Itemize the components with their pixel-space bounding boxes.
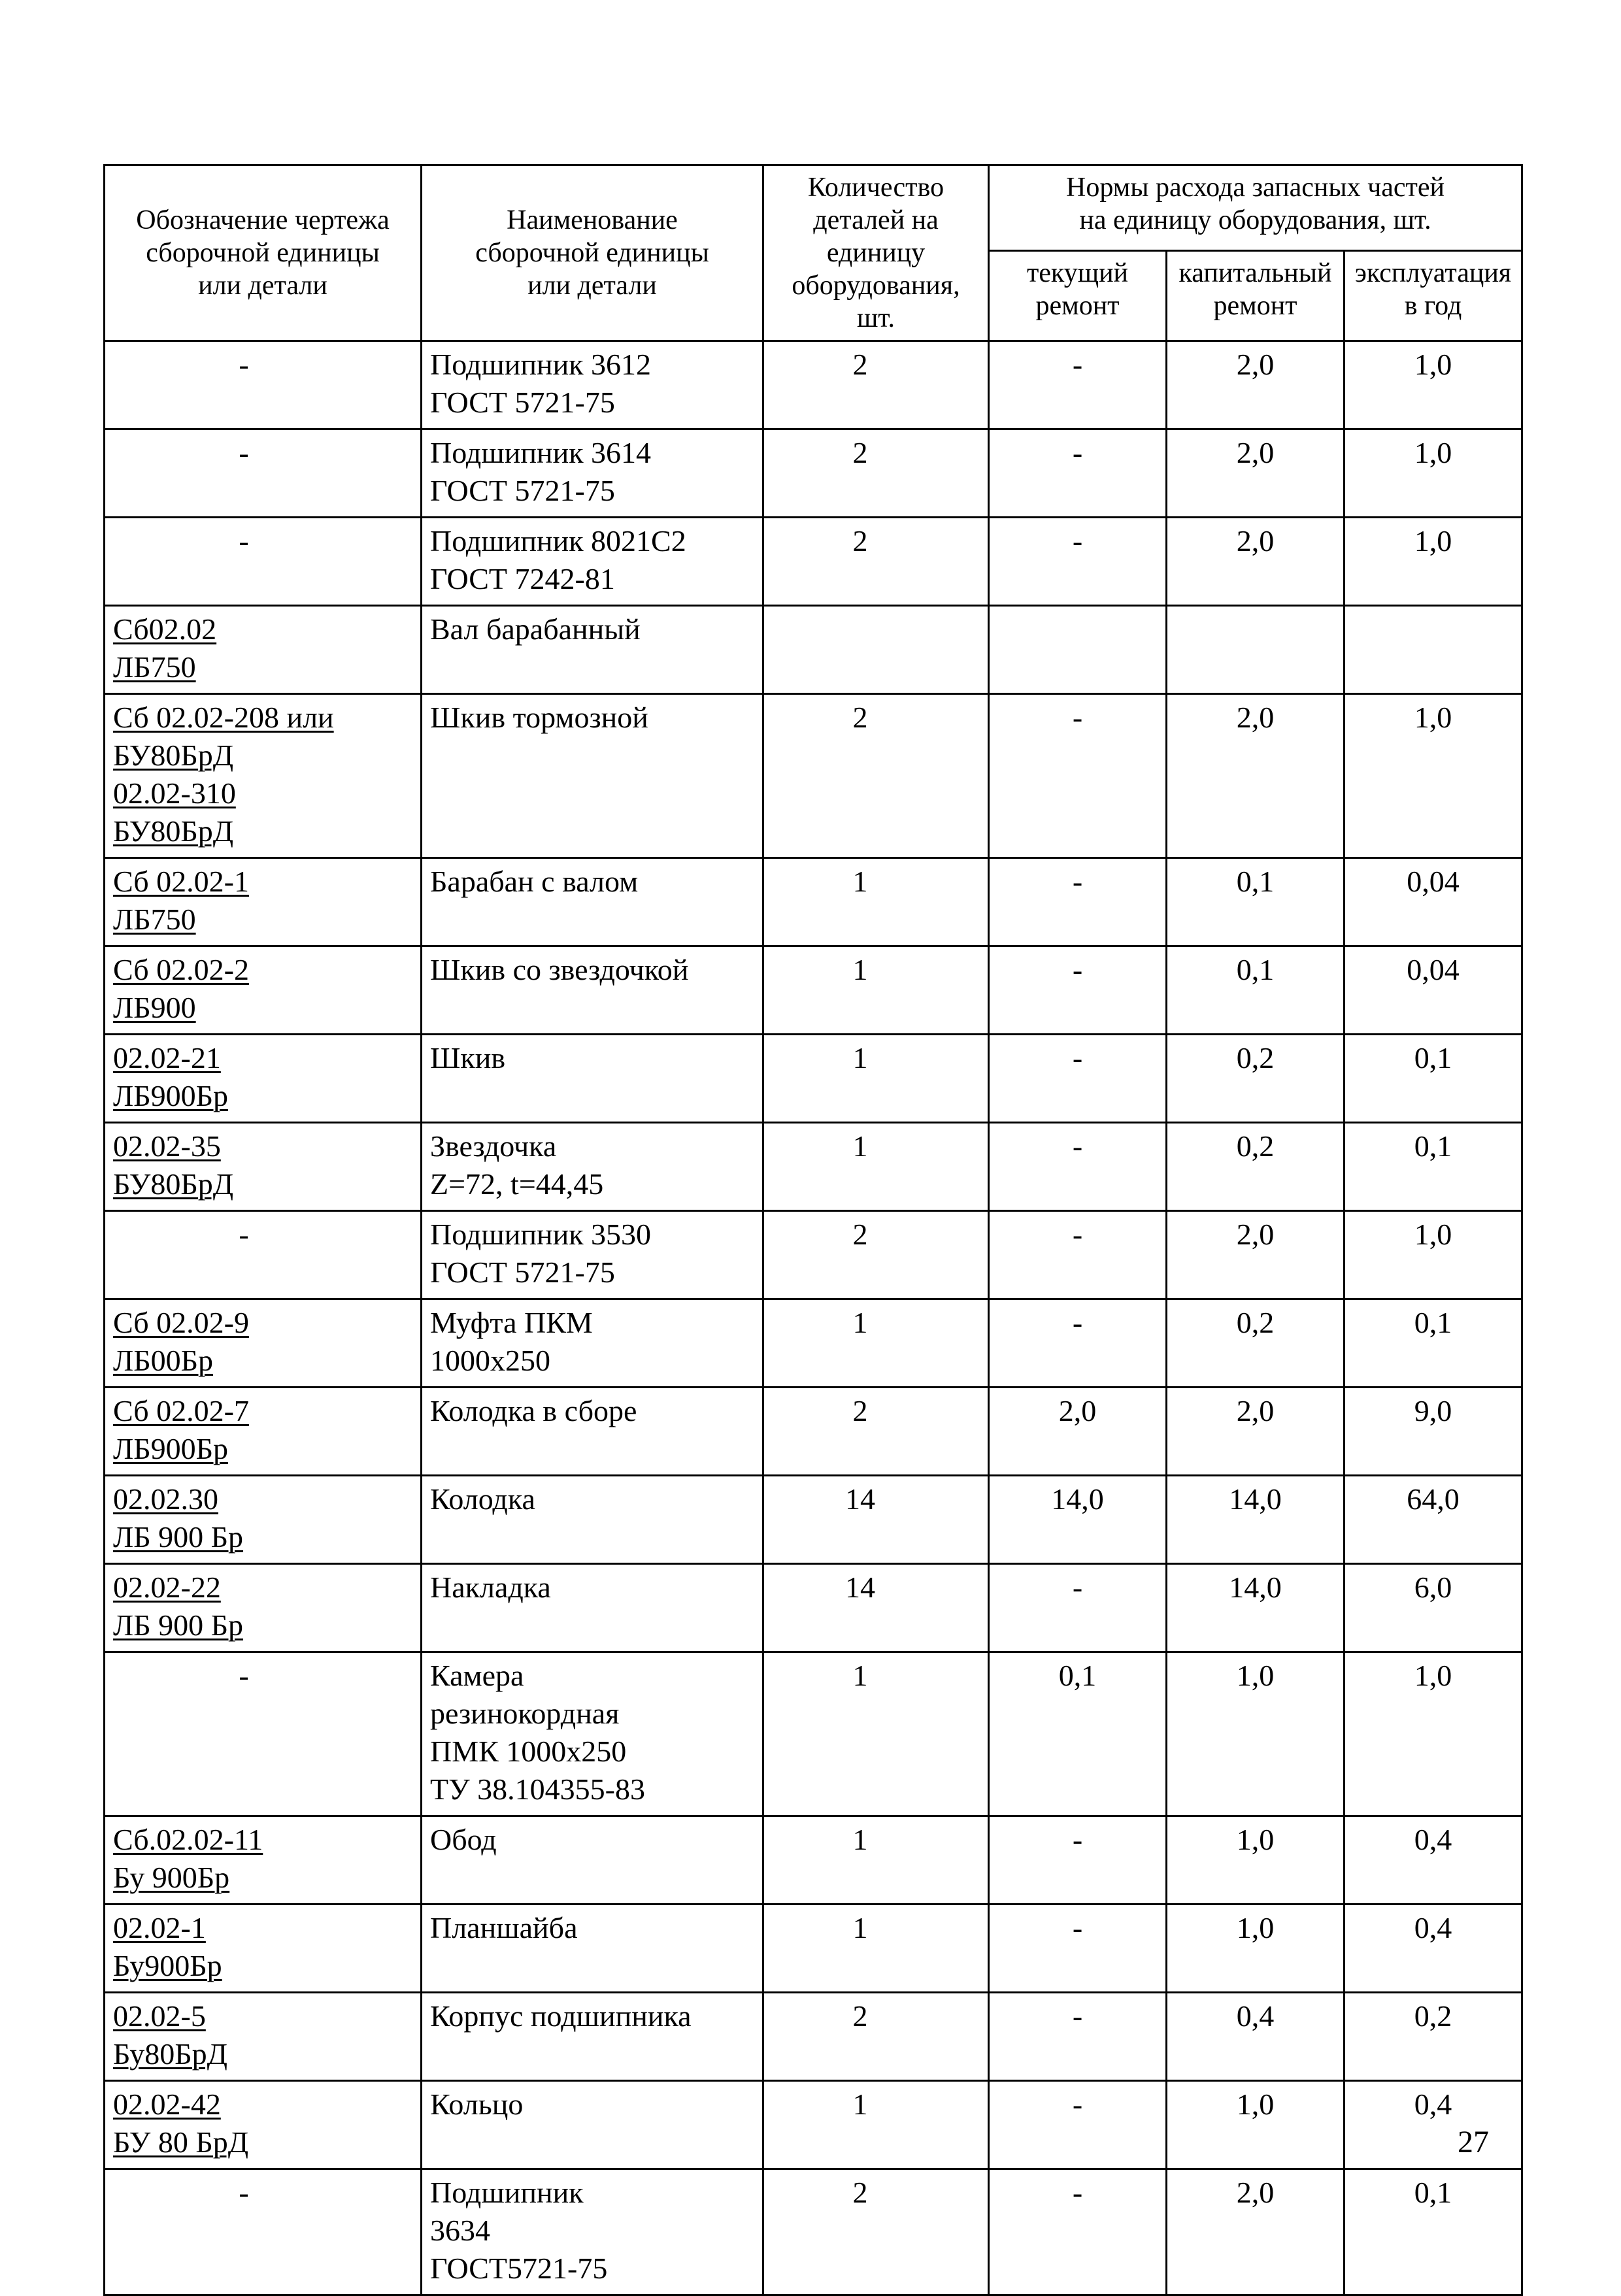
capital-repair-cell: 1,0 [1167, 2081, 1345, 2169]
item-name: Барабан с валом [430, 865, 639, 898]
drawing-code: Бу900Бр [113, 1949, 222, 1982]
operation-year-cell: 0,1 [1345, 1035, 1522, 1123]
item-name-cell [422, 1211, 763, 1299]
drawing-code-cell [105, 858, 422, 946]
table-row [105, 1388, 1522, 1476]
current-repair-cell: - [989, 518, 1167, 606]
current-repair-cell: - [989, 1816, 1167, 1905]
line: Обозначение чертежа [136, 205, 390, 235]
table-row [105, 1905, 1522, 1993]
quantity-cell: 2 [763, 429, 989, 518]
header-capital-repair [1167, 251, 1345, 341]
line: шт. [856, 303, 895, 333]
table-row [105, 1652, 1522, 1816]
drawing-code-cell [105, 1211, 422, 1299]
item-name-cell [422, 1299, 763, 1388]
line: на единицу оборудования, шт. [1079, 205, 1431, 235]
current-repair-cell [989, 606, 1167, 694]
item-name: Муфта ПКМ [430, 1306, 593, 1339]
item-name-cell [422, 1035, 763, 1123]
table-row [105, 429, 1522, 518]
item-name: ГОСТ 5721-75 [430, 386, 615, 419]
line: в год [1404, 291, 1462, 322]
drawing-code: БУ80БрД [113, 1167, 234, 1201]
item-name: Колодка в сборе [430, 1394, 637, 1427]
item-name-cell [422, 429, 763, 518]
item-name: Подшипник 3612 [430, 348, 652, 381]
item-name: Шкив со звездочкой [430, 953, 689, 986]
quantity-cell: 1 [763, 1123, 989, 1211]
item-name: резинокордная [430, 1697, 620, 1730]
drawing-code-cell [105, 1652, 422, 1816]
current-repair-cell: - [989, 1564, 1167, 1652]
drawing-code: Сб02.02 [113, 612, 217, 646]
line: эксплуатация [1354, 258, 1512, 289]
operation-year-cell: 0,4 [1345, 2081, 1522, 2169]
item-name: Z=72, t=44,45 [430, 1167, 604, 1201]
operation-year-cell: 1,0 [1345, 1652, 1522, 1816]
header-norms [989, 165, 1522, 251]
table-row [105, 1211, 1522, 1299]
drawing-code: БУ80БрД [113, 814, 234, 848]
quantity-cell: 2 [763, 2169, 989, 2295]
drawing-code-cell [105, 1123, 422, 1211]
quantity-cell: 1 [763, 1035, 989, 1123]
capital-repair-cell: 1,0 [1167, 1652, 1345, 1816]
drawing-code-cell [105, 1476, 422, 1564]
current-repair-cell: - [989, 2081, 1167, 2169]
operation-year-cell: 1,0 [1345, 518, 1522, 606]
drawing-code: Сб 02.02-1 [113, 865, 249, 898]
drawing-code: Сб.02.02-11 [113, 1823, 263, 1856]
operation-year-cell [1345, 606, 1522, 694]
current-repair-cell: - [989, 1211, 1167, 1299]
item-name-cell [422, 1652, 763, 1816]
capital-repair-cell: 0,2 [1167, 1035, 1345, 1123]
drawing-code: - [239, 2176, 249, 2209]
item-name: Кольцо [430, 2088, 524, 2121]
table-row [105, 1035, 1522, 1123]
drawing-code: Сб 02.02-2 [113, 953, 249, 986]
capital-repair-cell: 0,2 [1167, 1123, 1345, 1211]
item-name: Подшипник 3614 [430, 436, 652, 469]
table-row [105, 1993, 1522, 2081]
drawing-code: Сб 02.02-7 [113, 1394, 249, 1427]
quantity-cell: 14 [763, 1476, 989, 1564]
drawing-code-cell [105, 1816, 422, 1905]
capital-repair-cell: 2,0 [1167, 341, 1345, 429]
page-number: 27 [1458, 2125, 1489, 2159]
quantity-cell: 2 [763, 1388, 989, 1476]
table-row [105, 858, 1522, 946]
item-name-cell [422, 1816, 763, 1905]
item-name: ГОСТ 5721-75 [430, 474, 615, 507]
operation-year-cell: 1,0 [1345, 341, 1522, 429]
drawing-code-cell [105, 1035, 422, 1123]
item-name: Планшайба [430, 1911, 578, 1944]
item-name-cell [422, 1388, 763, 1476]
item-name: Вал барабанный [430, 612, 641, 646]
item-name-cell [422, 1476, 763, 1564]
line: или детали [527, 271, 657, 301]
item-name-cell [422, 694, 763, 858]
current-repair-cell: - [989, 341, 1167, 429]
operation-year-cell: 6,0 [1345, 1564, 1522, 1652]
drawing-code-cell [105, 518, 422, 606]
item-name-cell [422, 341, 763, 429]
drawing-code: ЛБ 900 Бр [113, 1520, 244, 1554]
current-repair-cell: 2,0 [989, 1388, 1167, 1476]
current-repair-cell: - [989, 429, 1167, 518]
drawing-code-cell [105, 1993, 422, 2081]
item-name-cell [422, 518, 763, 606]
drawing-code: 02.02.30 [113, 1482, 218, 1516]
header-current-repair [989, 251, 1167, 341]
drawing-code: - [239, 1218, 249, 1251]
drawing-code: - [239, 348, 249, 381]
table-row [105, 2169, 1522, 2295]
item-name: Шкив [430, 1041, 506, 1074]
line: ремонт [1035, 291, 1120, 322]
drawing-code: Бу80БрД [113, 2037, 228, 2071]
drawing-code: БУ80БрД [113, 739, 234, 772]
table-header [105, 165, 1522, 341]
item-name-cell [422, 1123, 763, 1211]
quantity-cell: 1 [763, 1905, 989, 1993]
capital-repair-cell: 2,0 [1167, 429, 1345, 518]
current-repair-cell: - [989, 1299, 1167, 1388]
drawing-code: 02.02-21 [113, 1041, 221, 1074]
capital-repair-cell: 2,0 [1167, 1211, 1345, 1299]
capital-repair-cell: 0,2 [1167, 1299, 1345, 1388]
table-body [105, 341, 1522, 2295]
quantity-cell: 1 [763, 1816, 989, 1905]
quantity-cell: 2 [763, 694, 989, 858]
table-row [105, 1476, 1522, 1564]
operation-year-cell: 0,04 [1345, 946, 1522, 1035]
drawing-code: ЛБ750 [113, 903, 196, 936]
quantity-cell: 2 [763, 518, 989, 606]
drawing-code-cell [105, 694, 422, 858]
item-name: ТУ 38.104355-83 [430, 1772, 645, 1806]
item-name-cell [422, 858, 763, 946]
capital-repair-cell: 0,1 [1167, 946, 1345, 1035]
quantity-cell: 2 [763, 1993, 989, 2081]
header-item-name [422, 165, 763, 341]
drawing-code: ЛБ900Бр [113, 1079, 229, 1112]
quantity-cell: 1 [763, 1299, 989, 1388]
quantity-cell: 1 [763, 858, 989, 946]
line: Наименование [507, 205, 678, 235]
item-name: Шкив тормозной [430, 701, 648, 734]
header-quantity [763, 165, 989, 341]
drawing-code: ЛБ00Бр [113, 1344, 214, 1377]
current-repair-cell: - [989, 1123, 1167, 1211]
quantity-cell: 1 [763, 1652, 989, 1816]
table-row [105, 946, 1522, 1035]
item-name-cell [422, 1905, 763, 1993]
capital-repair-cell: 2,0 [1167, 694, 1345, 858]
current-repair-cell: 14,0 [989, 1476, 1167, 1564]
operation-year-cell: 0,1 [1345, 2169, 1522, 2295]
capital-repair-cell: 14,0 [1167, 1564, 1345, 1652]
drawing-code-cell [105, 1905, 422, 1993]
operation-year-cell: 1,0 [1345, 1211, 1522, 1299]
drawing-code: ЛБ750 [113, 650, 196, 684]
drawing-code: 02.02-5 [113, 1999, 206, 2033]
current-repair-cell: - [989, 1905, 1167, 1993]
item-name-cell [422, 2081, 763, 2169]
current-repair-cell: 0,1 [989, 1652, 1167, 1816]
item-name-cell [422, 1993, 763, 2081]
item-name: Подшипник 8021С2 [430, 524, 686, 557]
item-name: 3634 [430, 2214, 490, 2247]
quantity-cell: 1 [763, 2081, 989, 2169]
operation-year-cell: 0,1 [1345, 1299, 1522, 1388]
line: Нормы расхода запасных частей [1066, 173, 1445, 203]
item-name: Накладка [430, 1571, 551, 1604]
table-row [105, 2081, 1522, 2169]
item-name: Колодка [430, 1482, 535, 1516]
capital-repair-cell: 2,0 [1167, 1388, 1345, 1476]
line: или детали [198, 271, 327, 301]
capital-repair-cell [1167, 606, 1345, 694]
line: Количество [807, 173, 944, 203]
drawing-code: 02.02-35 [113, 1129, 221, 1163]
operation-year-cell: 0,4 [1345, 1816, 1522, 1905]
table-row [105, 518, 1522, 606]
item-name: Звездочка [430, 1129, 557, 1163]
item-name-cell [422, 1564, 763, 1652]
operation-year-cell: 1,0 [1345, 694, 1522, 858]
capital-repair-cell: 1,0 [1167, 1816, 1345, 1905]
line: сборочной единицы [475, 238, 709, 268]
drawing-code: 02.02-310 [113, 776, 236, 810]
drawing-code: ЛБ900 [113, 991, 196, 1024]
quantity-cell: 1 [763, 946, 989, 1035]
quantity-cell: 2 [763, 341, 989, 429]
drawing-code-cell [105, 606, 422, 694]
line: текущий [1026, 258, 1129, 289]
table-row [105, 1564, 1522, 1652]
table-row [105, 341, 1522, 429]
drawing-code-cell [105, 1388, 422, 1476]
item-name: ГОСТ 5721-75 [430, 1256, 615, 1289]
drawing-code-cell [105, 429, 422, 518]
current-repair-cell: - [989, 2169, 1167, 2295]
current-repair-cell: - [989, 1035, 1167, 1123]
drawing-code: Сб 02.02-9 [113, 1306, 249, 1339]
capital-repair-cell: 2,0 [1167, 2169, 1345, 2295]
line: единицу [826, 238, 926, 268]
table-row [105, 694, 1522, 858]
item-name: Подшипник [430, 2176, 584, 2209]
operation-year-cell: 9,0 [1345, 1388, 1522, 1476]
item-name: Камера [430, 1659, 524, 1692]
current-repair-cell: - [989, 1993, 1167, 2081]
drawing-code: 02.02-42 [113, 2088, 221, 2121]
drawing-code: 02.02-22 [113, 1571, 221, 1604]
item-name-cell [422, 2169, 763, 2295]
operation-year-cell: 0,1 [1345, 1123, 1522, 1211]
quantity-cell: 14 [763, 1564, 989, 1652]
line: капитальный [1178, 258, 1332, 289]
current-repair-cell: - [989, 946, 1167, 1035]
table-row [105, 1299, 1522, 1388]
item-name: ГОСТ5721-75 [430, 2252, 608, 2285]
drawing-code-cell [105, 2169, 422, 2295]
header-drawing-code [105, 165, 422, 341]
header-operation-year [1345, 251, 1522, 341]
table-row [105, 1816, 1522, 1905]
item-name: 1000х250 [430, 1344, 550, 1377]
item-name-cell [422, 946, 763, 1035]
quantity-cell: 2 [763, 1211, 989, 1299]
current-repair-cell: - [989, 858, 1167, 946]
operation-year-cell: 64,0 [1345, 1476, 1522, 1564]
drawing-code-cell [105, 946, 422, 1035]
capital-repair-cell: 0,4 [1167, 1993, 1345, 2081]
item-name: Корпус подшипника [430, 1999, 692, 2033]
operation-year-cell: 0,2 [1345, 1993, 1522, 2081]
capital-repair-cell: 14,0 [1167, 1476, 1345, 1564]
item-name: Обод [430, 1823, 497, 1856]
drawing-code: Бу 900Бр [113, 1861, 230, 1894]
drawing-code: - [239, 524, 249, 557]
drawing-code: Сб 02.02-208 или [113, 701, 334, 734]
table-row [105, 1123, 1522, 1211]
current-repair-cell: - [989, 694, 1167, 858]
drawing-code-cell [105, 341, 422, 429]
item-name-cell [422, 606, 763, 694]
capital-repair-cell: 1,0 [1167, 1905, 1345, 1993]
drawing-code: ЛБ900Бр [113, 1432, 229, 1465]
drawing-code: 02.02-1 [113, 1911, 206, 1944]
capital-repair-cell: 0,1 [1167, 858, 1345, 946]
capital-repair-cell: 2,0 [1167, 518, 1345, 606]
table-row [105, 606, 1522, 694]
drawing-code-cell [105, 1564, 422, 1652]
operation-year-cell: 0,04 [1345, 858, 1522, 946]
line: сборочной единицы [146, 238, 380, 268]
line: ремонт [1213, 291, 1297, 322]
line: оборудования, [792, 271, 960, 301]
drawing-code: ЛБ 900 Бр [113, 1608, 244, 1642]
line: деталей на [813, 205, 939, 235]
item-name: ГОСТ 7242-81 [430, 562, 615, 595]
operation-year-cell: 1,0 [1345, 429, 1522, 518]
operation-year-cell: 0,4 [1345, 1905, 1522, 1993]
drawing-code-cell [105, 1299, 422, 1388]
drawing-code: БУ 80 БрД [113, 2125, 249, 2159]
drawing-code: - [239, 436, 249, 469]
drawing-code-cell [105, 2081, 422, 2169]
item-name: Подшипник 3530 [430, 1218, 652, 1251]
item-name: ПМК 1000х250 [430, 1735, 627, 1768]
quantity-cell [763, 606, 989, 694]
spare-parts-table [103, 164, 1523, 2296]
drawing-code: - [239, 1659, 249, 1692]
